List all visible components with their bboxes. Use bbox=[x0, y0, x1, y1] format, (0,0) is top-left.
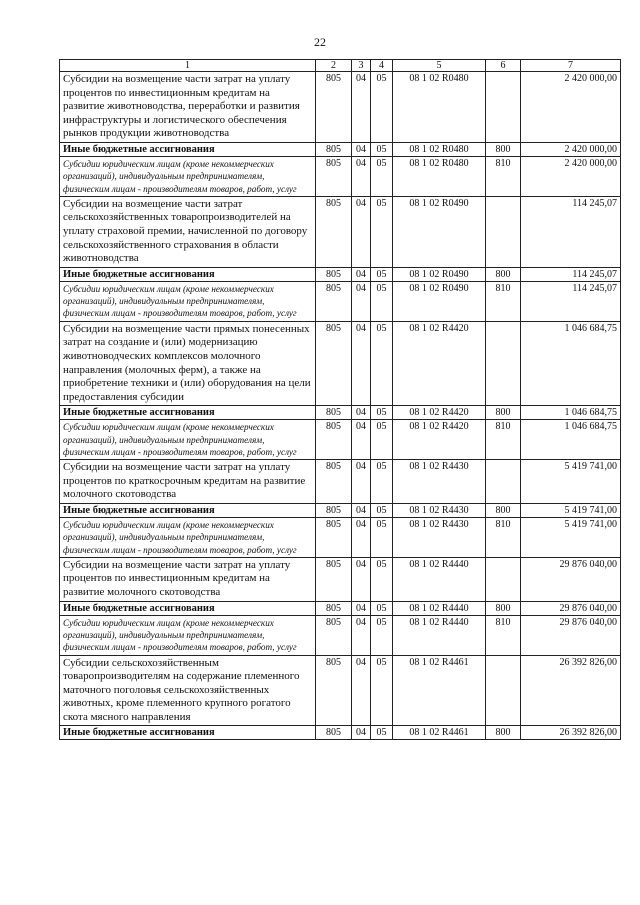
expense-type-cell bbox=[486, 655, 521, 726]
target-article-cell: 08 1 02 R4430 bbox=[393, 517, 486, 557]
target-article-cell: 08 1 02 R4440 bbox=[393, 557, 486, 601]
amount-cell: 114 245,07 bbox=[521, 196, 621, 267]
target-article-cell: 08 1 02 R0490 bbox=[393, 267, 486, 281]
section-cell: 04 bbox=[352, 517, 371, 557]
expense-type-cell: 810 bbox=[486, 517, 521, 557]
subsection-cell: 05 bbox=[371, 503, 393, 517]
ministry-code-cell: 805 bbox=[316, 420, 352, 460]
amount-cell: 114 245,07 bbox=[521, 281, 621, 321]
subsection-cell: 05 bbox=[371, 406, 393, 420]
name-cell: Субсидии юридическим лицам (кроме некоммерческих организаций), индивидуальным предпринимателям, физическим лицам - производителям товаров, работ, услуг bbox=[60, 517, 316, 557]
ministry-code-cell: 805 bbox=[316, 655, 352, 726]
name-cell: Субсидии на возмещение части затрат на уплату процентов по инвестиционным кредитам на развитие молочного скотоводства bbox=[60, 557, 316, 601]
amount-cell: 29 876 040,00 bbox=[521, 601, 621, 615]
ministry-code-cell: 805 bbox=[316, 142, 352, 156]
section-cell: 04 bbox=[352, 406, 371, 420]
table-row bbox=[60, 321, 621, 406]
amount-cell: 1 046 684,75 bbox=[521, 420, 621, 460]
ministry-code-cell: 805 bbox=[316, 503, 352, 517]
header-cell: 6 bbox=[486, 60, 521, 72]
name-cell: Иные бюджетные ассигнования bbox=[60, 726, 316, 740]
section-cell: 04 bbox=[352, 615, 371, 655]
ministry-code-cell: 805 bbox=[316, 321, 352, 406]
ministry-code-cell: 805 bbox=[316, 557, 352, 601]
subsection-cell: 05 bbox=[371, 655, 393, 726]
table-row bbox=[60, 142, 621, 156]
subsection-cell: 05 bbox=[371, 281, 393, 321]
table-row bbox=[60, 503, 621, 517]
expense-type-cell: 810 bbox=[486, 615, 521, 655]
subsection-cell: 05 bbox=[371, 557, 393, 601]
header-cell: 7 bbox=[521, 60, 621, 72]
ministry-code-cell: 805 bbox=[316, 726, 352, 740]
section-cell: 04 bbox=[352, 726, 371, 740]
header-cell: 3 bbox=[352, 60, 371, 72]
header-cell: 5 bbox=[393, 60, 486, 72]
target-article-cell: 08 1 02 R4420 bbox=[393, 321, 486, 406]
target-article-cell: 08 1 02 R0490 bbox=[393, 196, 486, 267]
target-article-cell: 08 1 02 R0480 bbox=[393, 72, 486, 143]
name-cell: Иные бюджетные ассигнования bbox=[60, 503, 316, 517]
section-cell: 04 bbox=[352, 142, 371, 156]
amount-cell: 26 392 826,00 bbox=[521, 655, 621, 726]
header-cell: 2 bbox=[316, 60, 352, 72]
name-cell: Субсидии юридическим лицам (кроме некоммерческих организаций), индивидуальным предпринимателям, физическим лицам - производителям товаров, работ, услуг bbox=[60, 615, 316, 655]
header-cell: 1 bbox=[60, 60, 316, 72]
amount-cell: 2 420 000,00 bbox=[521, 72, 621, 143]
ministry-code-cell: 805 bbox=[316, 267, 352, 281]
expense-type-cell: 810 bbox=[486, 156, 521, 196]
subsection-cell: 05 bbox=[371, 517, 393, 557]
subsection-cell: 05 bbox=[371, 726, 393, 740]
ministry-code-cell: 805 bbox=[316, 517, 352, 557]
amount-cell: 1 046 684,75 bbox=[521, 321, 621, 406]
section-cell: 04 bbox=[352, 601, 371, 615]
ministry-code-cell: 805 bbox=[316, 281, 352, 321]
section-cell: 04 bbox=[352, 460, 371, 504]
ministry-code-cell: 805 bbox=[316, 460, 352, 504]
amount-cell: 26 392 826,00 bbox=[521, 726, 621, 740]
amount-cell: 114 245,07 bbox=[521, 267, 621, 281]
name-cell: Иные бюджетные ассигнования bbox=[60, 267, 316, 281]
expense-type-cell: 810 bbox=[486, 420, 521, 460]
table-row bbox=[60, 196, 621, 267]
expense-type-cell: 810 bbox=[486, 281, 521, 321]
expense-type-cell: 800 bbox=[486, 503, 521, 517]
subsection-cell: 05 bbox=[371, 156, 393, 196]
subsection-cell: 05 bbox=[371, 321, 393, 406]
subsection-cell: 05 bbox=[371, 420, 393, 460]
amount-cell: 29 876 040,00 bbox=[521, 615, 621, 655]
subsection-cell: 05 bbox=[371, 72, 393, 143]
table-row bbox=[60, 557, 621, 601]
subsection-cell: 05 bbox=[371, 615, 393, 655]
name-cell: Иные бюджетные ассигнования bbox=[60, 601, 316, 615]
expense-type-cell: 800 bbox=[486, 406, 521, 420]
table-row bbox=[60, 156, 621, 196]
name-cell: Субсидии на возмещение части затрат на уплату процентов по краткосрочным кредитам на развитие молочного скотоводства bbox=[60, 460, 316, 504]
amount-cell: 5 419 741,00 bbox=[521, 460, 621, 504]
expense-type-cell: 800 bbox=[486, 726, 521, 740]
amount-cell: 2 420 000,00 bbox=[521, 142, 621, 156]
target-article-cell: 08 1 02 R0480 bbox=[393, 142, 486, 156]
table-row bbox=[60, 655, 621, 726]
section-cell: 04 bbox=[352, 321, 371, 406]
expense-type-cell: 800 bbox=[486, 142, 521, 156]
expense-type-cell bbox=[486, 460, 521, 504]
section-cell: 04 bbox=[352, 281, 371, 321]
amount-cell: 5 419 741,00 bbox=[521, 517, 621, 557]
target-article-cell: 08 1 02 R4430 bbox=[393, 503, 486, 517]
target-article-cell: 08 1 02 R0480 bbox=[393, 156, 486, 196]
expense-type-cell bbox=[486, 321, 521, 406]
expense-type-cell bbox=[486, 196, 521, 267]
table-row bbox=[60, 517, 621, 557]
ministry-code-cell: 805 bbox=[316, 601, 352, 615]
subsection-cell: 05 bbox=[371, 196, 393, 267]
section-cell: 04 bbox=[352, 655, 371, 726]
table-row bbox=[60, 406, 621, 420]
budget-table bbox=[59, 59, 621, 740]
table-row bbox=[60, 460, 621, 504]
ministry-code-cell: 805 bbox=[316, 615, 352, 655]
amount-cell: 1 046 684,75 bbox=[521, 406, 621, 420]
name-cell: Субсидии на возмещение части затрат на уплату процентов по инвестиционным кредитам на развитие животноводства, переработки и развития инфраструктуры и логистического обеспечения рынков продукции животноводства bbox=[60, 72, 316, 143]
amount-cell: 5 419 741,00 bbox=[521, 503, 621, 517]
target-article-cell: 08 1 02 R4430 bbox=[393, 460, 486, 504]
section-cell: 04 bbox=[352, 72, 371, 143]
header-cell: 4 bbox=[371, 60, 393, 72]
ministry-code-cell: 805 bbox=[316, 72, 352, 143]
subsection-cell: 05 bbox=[371, 601, 393, 615]
target-article-cell: 08 1 02 R4420 bbox=[393, 406, 486, 420]
name-cell: Иные бюджетные ассигнования bbox=[60, 406, 316, 420]
section-cell: 04 bbox=[352, 156, 371, 196]
table-row bbox=[60, 72, 621, 143]
section-cell: 04 bbox=[352, 196, 371, 267]
name-cell: Субсидии юридическим лицам (кроме некоммерческих организаций), индивидуальным предпринимателям, физическим лицам - производителям товаров, работ, услуг bbox=[60, 281, 316, 321]
expense-type-cell bbox=[486, 557, 521, 601]
expense-type-cell: 800 bbox=[486, 601, 521, 615]
ministry-code-cell: 805 bbox=[316, 156, 352, 196]
section-cell: 04 bbox=[352, 503, 371, 517]
name-cell: Субсидии юридическим лицам (кроме некоммерческих организаций), индивидуальным предпринимателям, физическим лицам - производителям товаров, работ, услуг bbox=[60, 420, 316, 460]
amount-cell: 29 876 040,00 bbox=[521, 557, 621, 601]
target-article-cell: 08 1 02 R0490 bbox=[393, 281, 486, 321]
table-header-row bbox=[60, 60, 621, 72]
table-row bbox=[60, 420, 621, 460]
subsection-cell: 05 bbox=[371, 267, 393, 281]
name-cell: Субсидии на возмещение части затрат сельскохозяйственных товаропроизводителей на уплату страховой премии, начисленной по договору сельскохозяйственного страхования в области животноводства bbox=[60, 196, 316, 267]
table-row bbox=[60, 281, 621, 321]
subsection-cell: 05 bbox=[371, 142, 393, 156]
table-row bbox=[60, 726, 621, 740]
target-article-cell: 08 1 02 R4461 bbox=[393, 655, 486, 726]
name-cell: Субсидии на возмещение части прямых понесенных затрат на создание и (или) модернизацию животноводческих комплексов молочного направления (молочных ферм), а также на приобретение техники и (или) оборудования на цели предоставления субсидии bbox=[60, 321, 316, 406]
name-cell: Иные бюджетные ассигнования bbox=[60, 142, 316, 156]
target-article-cell: 08 1 02 R4461 bbox=[393, 726, 486, 740]
ministry-code-cell: 805 bbox=[316, 406, 352, 420]
table-row bbox=[60, 615, 621, 655]
page-number: 22 bbox=[314, 35, 326, 49]
section-cell: 04 bbox=[352, 557, 371, 601]
target-article-cell: 08 1 02 R4440 bbox=[393, 601, 486, 615]
section-cell: 04 bbox=[352, 267, 371, 281]
name-cell: Субсидии юридическим лицам (кроме некоммерческих организаций), индивидуальным предпринимателям, физическим лицам - производителям товаров, работ, услуг bbox=[60, 156, 316, 196]
table-row bbox=[60, 601, 621, 615]
section-cell: 04 bbox=[352, 420, 371, 460]
amount-cell: 2 420 000,00 bbox=[521, 156, 621, 196]
expense-type-cell bbox=[486, 72, 521, 143]
subsection-cell: 05 bbox=[371, 460, 393, 504]
ministry-code-cell: 805 bbox=[316, 196, 352, 267]
target-article-cell: 08 1 02 R4440 bbox=[393, 615, 486, 655]
expense-type-cell: 800 bbox=[486, 267, 521, 281]
name-cell: Субсидии сельскохозяйственным товаропроизводителям на содержание племенного маточного поголовья сельскохозяйственных животных, кроме племенного крупного рогатого скота мясного направления bbox=[60, 655, 316, 726]
table-row bbox=[60, 267, 621, 281]
target-article-cell: 08 1 02 R4420 bbox=[393, 420, 486, 460]
